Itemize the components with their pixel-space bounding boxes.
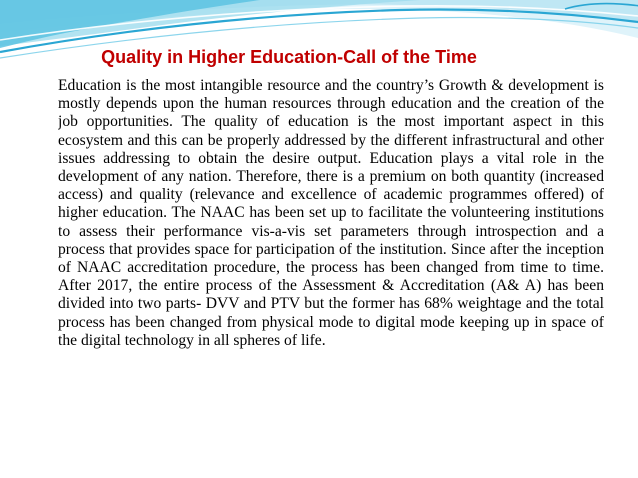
slide-content (58, 77, 604, 467)
slide-title-text: Quality in Higher Education-Call of the Time (101, 47, 477, 67)
slide-title (0, 47, 638, 67)
body-paragraph: Education is the most intangible resource and the country’s Growth & development is mostly depends upon the human resources through education and the creation of the job opportunities. The quality of education is the most important aspect in this ecosystem and this can be properly addressed by the different infrastructural and other issues addressing to obtain the desire output. Education plays a vital role in the development of any nation. Therefore, there is a premium on both quantity (increased access) and quality (relevance and excellence of academic programmes offered) of higher education. The NAAC has been set up to facilitate the volunteering institutions to assess their performance vis-a-vis set parameters through introspection and a process that provides space for participation of the institution. Since after the inception of NAAC accreditation procedure, the process has been changed from time to time. After 2017, the entire process of the Assessment & Accreditation (A& A) has been divided into two parts- DVV and PTV but the former has 68% weightage and the total process has been changed from physical mode to digital mode keeping up in space of the digital technology in all spheres of life. (58, 77, 604, 349)
